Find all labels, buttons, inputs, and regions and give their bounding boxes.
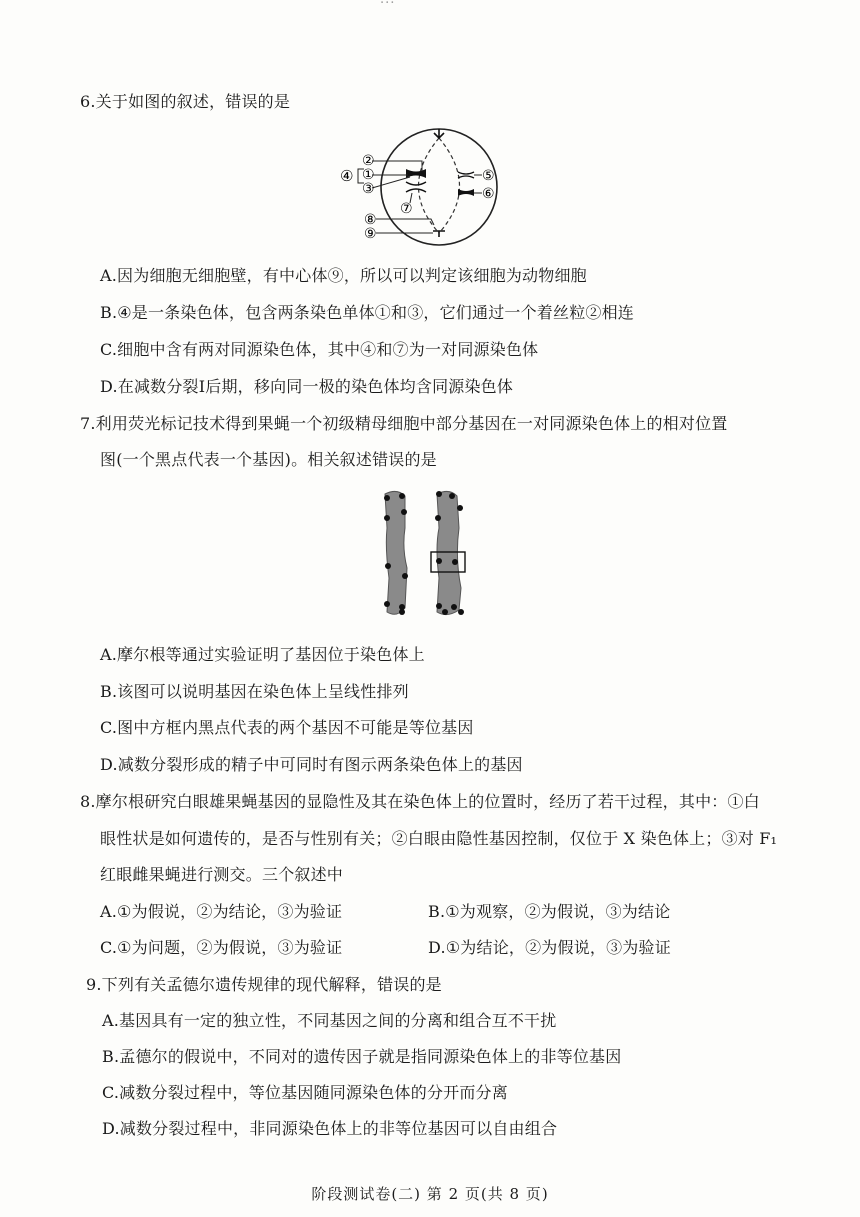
q9-option-a: A.基因具有一定的独立性，不同基因之间的分离和组合互不干扰	[102, 1011, 557, 1030]
q8-stem-line2: 眼性状是如何遗传的，是否与性别有关；②白眼由隐性基因控制，仅位于 X 染色体上；③对 F₁	[100, 829, 778, 848]
chromosome-6	[458, 189, 474, 196]
q7-stem-line1: 7.利用荧光标记技术得到果蝇一个初级精母细胞中部分基因在一对同源染色体上的相对位置	[80, 414, 728, 433]
q6-option-c: C.细胞中含有两对同源染色体，其中④和⑦为一对同源染色体	[100, 340, 539, 359]
label-6: ⑥	[482, 186, 495, 202]
q6-option-a: A.因为细胞无细胞壁，有中心体⑨，所以可以判定该细胞为动物细胞	[100, 266, 587, 285]
chromosome-5	[458, 172, 474, 178]
q6-option-b: B.④是一条染色体，包含两条染色单体①和③，它们通过一个着丝粒②相连	[100, 303, 634, 322]
chromosome-right	[437, 491, 461, 614]
chromosome-pair-figure	[375, 488, 470, 623]
chromosome-4	[406, 169, 426, 178]
q9-option-c: C.减数分裂过程中，等位基因随同源染色体的分开而分离	[102, 1083, 508, 1102]
label-1: ①	[362, 167, 375, 183]
header-fragment	[380, 0, 395, 7]
q6-stem: 6.关于如图的叙述，错误的是	[80, 92, 291, 111]
label-3: ③	[362, 181, 375, 197]
q8-option-b: B.①为观察，②为假说，③为结论	[428, 902, 671, 921]
q7-option-d: D.减数分裂形成的精子中可同时有图示两条染色体上的基因	[100, 755, 523, 774]
spindle-right	[439, 138, 460, 233]
q8-stem-line3: 红眼雌果蝇进行测交。三个叙述中	[100, 865, 344, 884]
q7-option-a: A.摩尔根等通过实验证明了基因位于染色体上	[100, 645, 425, 664]
q9-stem: 9.下列有关孟德尔遗传规律的现代解释，错误的是	[86, 975, 442, 994]
q9-option-d: D.减数分裂过程中，非同源染色体上的非等位基因可以自由组合	[102, 1119, 558, 1138]
q7-stem-line2: 图(一个黑点代表一个基因)。相关叙述错误的是	[100, 450, 437, 469]
q8-stem-line1: 8.摩尔根研究白眼雄果蝇基因的显隐性及其在染色体上的位置时，经历了若干过程，其中：①白	[80, 792, 760, 811]
q9-option-b: B.孟德尔的假说中，不同对的遗传因子就是指同源染色体上的非等位基因	[102, 1047, 622, 1066]
page-footer: 阶段测试卷(二) 第 2 页(共 8 页)	[311, 1185, 549, 1203]
label-2: ②	[362, 153, 375, 169]
centriole-top	[434, 129, 444, 138]
centriole-bottom	[433, 231, 445, 237]
q8-option-d: D.①为结论，②为假说，③为验证	[428, 938, 671, 957]
cell-division-figure	[330, 125, 520, 250]
cell-membrane	[381, 129, 497, 245]
chromosome-7	[406, 182, 426, 192]
label-7: ⑦	[400, 201, 413, 217]
label-5: ⑤	[482, 168, 495, 184]
q6-option-d: D.在减数分裂Ⅰ后期，移向同一极的染色体均含同源染色体	[100, 377, 514, 396]
label-9: ⑨	[364, 226, 377, 242]
label-4: ④	[340, 167, 354, 185]
q7-option-c: C.图中方框内黑点代表的两个基因不可能是等位基因	[100, 718, 474, 737]
q8-option-a: A.①为假说，②为结论，③为验证	[100, 902, 343, 921]
q8-option-c: C.①为问题，②为假说，③为验证	[100, 938, 343, 957]
q7-option-b: B.该图可以说明基因在染色体上呈线性排列	[100, 682, 409, 701]
label-8: ⑧	[364, 212, 377, 228]
